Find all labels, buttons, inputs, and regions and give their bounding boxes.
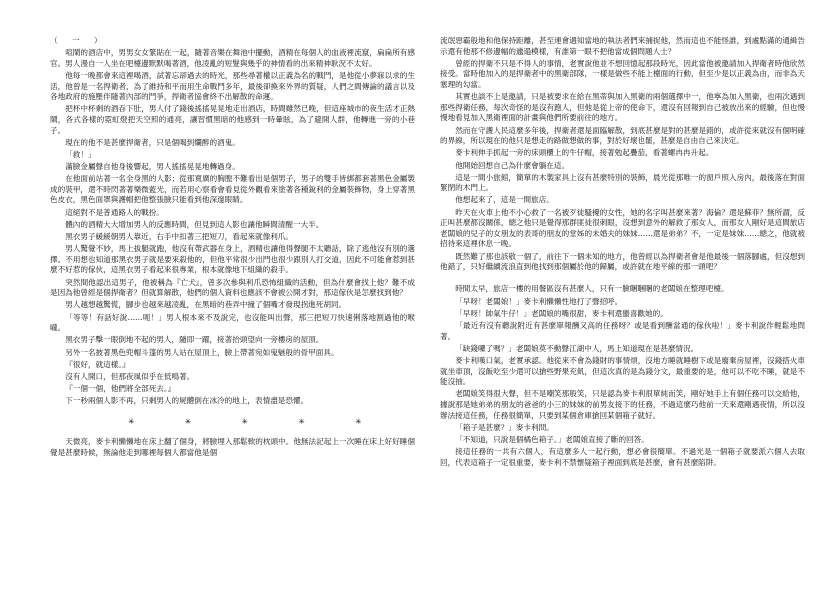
paragraph: 天微亮，麥卡利懶懶地在床上翻了個身，將臉埋入那鬆軟的枕頭中。他無法記起上一次睡在床上好好睡個覺是甚麼時候，無論他走到哪裡每個人都當他是個 bbox=[50, 437, 415, 458]
dialogue-line: 「最近有沒有聽說附近有甚麼單報酬又高的任務呀？或是看到酬當通的傢伙啦！」麥卡利說作輕鬆地問著。 bbox=[440, 320, 805, 341]
paragraph: 昨天在火車上他不小心救了一名被歹徒騷擾的女性，她的名字叫甚麼來著？海倫？還是蘇菲？無所謂，反正叫甚麼都沒關係，總之他只是覺得那群匪徒很刺眼，沒想到意外的解救了那女人，而那女人剛好是這間旅店老闆娘的兒子的女朋友的表哥的朋友的堂姊的未婚夫的妹妹……還是弟弟？不，一定是妹妹……總之，他就被招待來這裡休息一晚。 bbox=[440, 207, 805, 249]
paragraph: 他想起來了，這是一間旅店。 bbox=[455, 195, 554, 205]
paragraph: 流氓惡霸般地和他保持距離，甚至連會遇知當地的執法者們來捕捉他，然而這也不能怪誰，到處點滿的通緝告示還有他那不修邊幅的邋遢模樣，有誰第一眼不把他當成個問題人士？ bbox=[440, 36, 805, 56]
paragraph: 這絕對不是普通路人的戰扮。 bbox=[65, 207, 164, 217]
paragraph: 他開始回想自己為什麼會躺在這。 bbox=[455, 160, 570, 170]
paragraph: 麥卡利嘆口氣，老實承認。他從來不會為錢財的事情煩，沒地方睡就睡樹下或是廢棄房屋裡，沒錢搭火車就坐車頂，沒飯吃至少還可以搶些野果充飢，但這次真的是為錢分文，最重要的是，他可以不吃不睡，就是不能沒抽。 bbox=[440, 355, 805, 387]
paragraph: 男人驚覺不妙，馬上拔腿就跑，他沒有帶武器在身上，酒精也讓他得聲腿不太聽話，除了逃他沒有別的選擇。不用想也知道那黑衣男子就是要來殺他的，但他平常很少出門也很少跟別人打交道，因此不可能會惹到甚麼不好惹的傢伙，這黑衣男子看起來很專業，根本就像地下組織的殺手。 bbox=[50, 244, 415, 275]
section-break-stars: ✳ ✳ ✳ ✳ ✳ bbox=[128, 416, 362, 426]
paragraph: 老闆娘笑得很大聲，但不是嘲笑那般笑，只是認為麥卡利很單純而笑，剛好她手上有個任務可以交給他，據說那是她弟弟的朋友的爸爸的小三的妹妹的前男友接下的任務，不過這麼巧他前一天來還剛遇夜情，所以沒辦法接這任務，任務很簡單，只要到某個倉庫搶回某個箱子就好。 bbox=[440, 389, 805, 420]
paragraph: 下一秒兩個人影不再，只剩男人的屍體倒在冰冷的地上，表情盡是恐懼。 bbox=[65, 396, 309, 406]
left-page bbox=[50, 36, 415, 576]
paragraph: 突然間他認出這男子，他被稱為『亡犬』，曾多次參與利爪恐怖組織的活動，但為什麼會找上他？難不成是因為他曾經是個捍衛者？但就算解散，他們的個人資料也應該不會被公開才對，那這傢伙是怎麼找到他？ bbox=[50, 277, 415, 298]
paragraph: 黑衣男子擊一眼倒地不起的男人，隨即一躍，接著抬頭望向一旁樓房的屋頂。 bbox=[65, 335, 324, 345]
paragraph: 喧鬧的酒店中，男男女女緊貼在一起，隨著音樂在舞池中擺動，酒精在每個人的血液裡流竄，扁扁所有感官。男人漫自一人坐在吧檯邊默默喝著酒，他凌亂的短髮與幾乎的神情看的出來精神耿況不太好。 bbox=[50, 48, 415, 68]
paragraph: 他每一晚都會來這裡喝酒，試著忘卻過去的時光，那些尋著權以正義為名的戰鬥，是他從小夢寐以求的生活，他曾是一名捍衛者，為了維持和平而用生命戰鬥多年，最後卻換來外界的質疑，人們之間傳論的議言以及各地政府的施壓伴隨著內部的鬥爭，捍衛者協會終不出解散的命運。 bbox=[50, 70, 415, 102]
paragraph: 既然難了那也該敬一個了，前往下一個未知的地方，他曾經以為捍衛者會是他最後一個落腳處，但沒想到他錯了，只好繼續流浪直到他找到那個屬於他的歸屬，或許就在地平線的那一頭吧？ bbox=[440, 251, 805, 272]
dialogue-line: 『一個一個，他們將全部死去。』 bbox=[65, 384, 176, 394]
section-gap bbox=[440, 274, 805, 284]
paragraph: 其實也談不上是邀請，只是被要求在給在黑蒂與加入黑衛的兩個選擇中一，他寧為加入黑衛，也兩次遇到那些捍衛任務，每次奇怪的是沒有跑人，但他是從上帝的使命下，還沒有回報到自己被放出來的經驗，但也慢慢地看見加入黑衛裡面的計畫與他們所要前往的地方。 bbox=[440, 92, 805, 123]
dialogue-line: 「救！」 bbox=[65, 149, 96, 159]
dialogue-line: 「早呀！帥氣牛仔！」老闆娘的嘴很甜，麥卡利還蠻喜歡她的。 bbox=[455, 308, 668, 318]
paragraph: 麥卡利伸手抓起一旁的床頭櫃上的牛仔帽，接著勉起疊茄，看著螺冉冉升起。 bbox=[455, 148, 714, 158]
dialogue-line: 「不知道，只說是個橘色箱子。」老闆娘直接了斷的回答。 bbox=[455, 434, 649, 444]
paragraph: 黑衣男子緩緩朝男人靠近，右手中扣著三把短刀，看起來就像利爪。 bbox=[65, 232, 293, 242]
paragraph: 然而在守護人民這麼多年後，捍衛者還是面臨解散，到底甚麼是對的甚麼是錯的，或許從來就沒有個明確的界線，所以現在的他只是想走的路做想做的事，對於好壞也罷，甚麼是自由自己來決定。 bbox=[440, 125, 805, 146]
paragraph: 現在的他不是甚麼捍衛者，只是個喝到爛醉的酒鬼。 bbox=[65, 137, 240, 147]
paragraph: 接這任務的一共有六個人，有這麼多人一起行動，想必會很簡單。不過光是一個箱子就要派六個人去取回，代表這箱子一定很重要，麥卡利不禁懷疑箱子裡面到底是甚麼，會有甚麼陷阱。 bbox=[440, 447, 805, 467]
paragraph: 另外一名披著黑色兜帽斗篷的男人站在屋頂上，臉上帶著宛如鬼魅般的骨甲面具。 bbox=[65, 347, 339, 357]
paragraph: 沒有人開口，但那夜風似乎在低鳴著。 bbox=[65, 371, 195, 381]
dialogue-line: 「箱子是甚麼？」麥卡利問。 bbox=[455, 422, 554, 432]
chapter-heading: （ 一 ） bbox=[50, 36, 108, 45]
paragraph: 男人越想越驚慌，腳步也越來越凌亂，在黑暗的巷弄中撞了個嘴才發現拐進死胡同。 bbox=[65, 300, 347, 310]
right-page bbox=[440, 36, 805, 576]
paragraph: 在他面前站著一名全身黑的人影；從那寬廣的胸膛不難看出是個男子，男子的雙手皆綁都套著黑色金屬製成的裝甲，還不時閃著著樂微藍光，而若用心察看會看見從外觀看來塗著各種銳利的金屬裝飾物，身上穿著黑色皮衣，黑色面罩與護帽把他整張臉只能看到他深邃眼睛。 bbox=[50, 174, 415, 205]
dialogue-line: 「缺錢囉了嗎？」老闆娘莫不動聲江湖中人，馬上知道現在是甚麼情況。 bbox=[455, 343, 699, 353]
paragraph: 把杯中杯剩的酒吞下肚，男人付了錢後搖搖晃晃地走出酒店，時間雖然已晚，但這座城市的夜生活才正熱鬧，各式各樣的霓虹燈把天空照的通亮，讓習慣黑暗的他感到一時暈眩，為了避開人群，他轉進一旁的小巷子。 bbox=[50, 104, 415, 135]
paragraph: 體內的酒精大大增加男人的反應時間，但見到這人影也讓他瞬間清醒一大半。 bbox=[65, 219, 324, 229]
paragraph: 這是一間小旅館，簡單的木製家具上沒有甚麼特別的裝飾，晨光從那唯一的窗戶照入房內，最後落在對面緊閉的木門上。 bbox=[440, 172, 805, 193]
paragraph: 時間太早，旅店一樓的用餐區沒有甚麼人，只有一臉睏睏睏的老闆娘在整理吧檯。 bbox=[455, 284, 729, 294]
paragraph: 曾經的捍衛不只是不得人的事情，老實說他並不想回憶起那段時光，因此當他被邀請加入捍衛者時他欣然接受。當時他加入的是捍衛者中的黑衛部隊，一樣是做些不能上檯面的行動，但至少是以正義為由，而非為天塞理的勾當。 bbox=[440, 58, 805, 89]
dialogue-line: 「等等！有話好說……呃！」男人根本來不及說完，也沒能叫出聲，那三把短刀快速俐落地割過他的喉嚨。 bbox=[50, 312, 415, 333]
dialogue-line: 『很好，就這樣。』 bbox=[65, 359, 130, 369]
paragraph: 滿臉金屬聲自他身後響起，男人搖搖晃晃地轉過身。 bbox=[65, 162, 240, 172]
dialogue-line: 「早呀！老闆娘！」麥卡利懶懶性地打了聲招呼。 bbox=[455, 296, 623, 306]
